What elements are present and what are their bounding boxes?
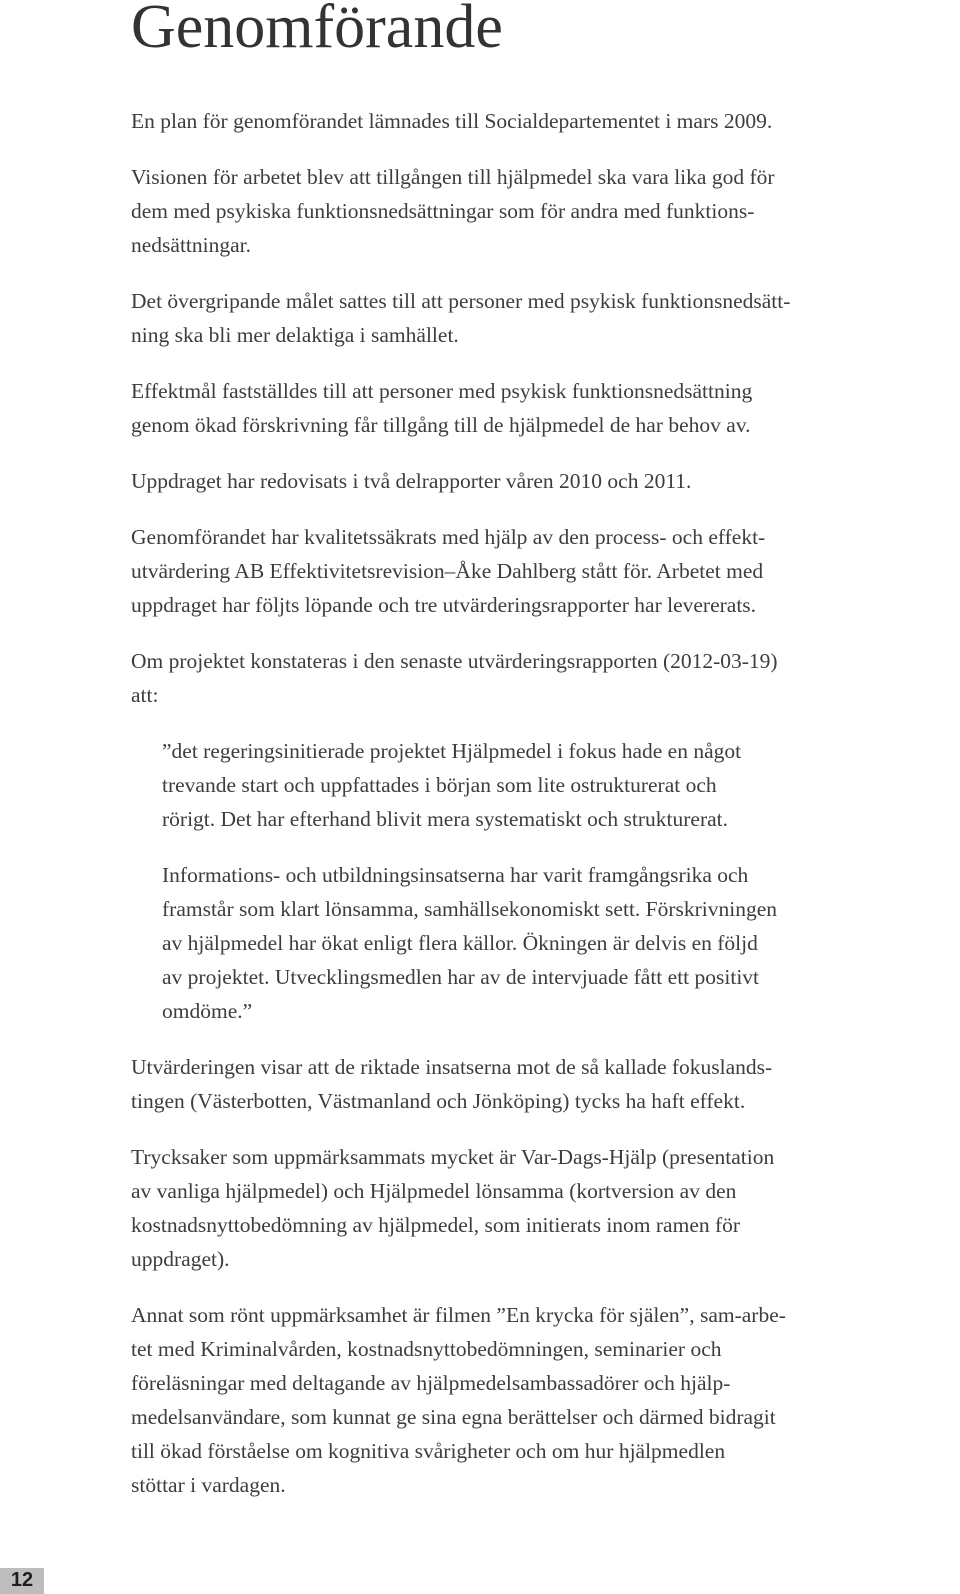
- text-line: föreläsningar med deltagande av hjälpmedelsambassadörer och hjälp-: [131, 1371, 731, 1395]
- text-line: att:: [131, 683, 159, 707]
- text-line: stöttar i vardagen.: [131, 1473, 286, 1497]
- text-line: Utvärderingen visar att de riktade insatserna mot de så kallade fokuslands-: [131, 1055, 773, 1079]
- paragraph: [131, 1140, 951, 1276]
- quote-paragraph: [162, 858, 951, 1028]
- text-line: till ökad förståelse om kognitiva svårigheter och om hur hjälpmedlen: [131, 1439, 726, 1463]
- text-line: Informations- och utbildningsinsatserna har varit framgångsrika och: [162, 863, 749, 887]
- paragraph: [131, 520, 951, 622]
- text-line: nedsättningar.: [131, 233, 252, 257]
- text-line: Det övergripande målet sattes till att personer med psykisk funktionsnedsätt-: [131, 289, 791, 313]
- text-line: av vanliga hjälpmedel) och Hjälpmedel lönsamma (kortversion av den: [131, 1179, 737, 1203]
- text-line: ”det regeringsinitierade projektet Hjälpmedel i fokus hade en något: [162, 739, 742, 763]
- evaluation-quote: [131, 734, 951, 1028]
- text-line: medelsanvändare, som kunnat ge sina egna berättelser och därmed bidragit: [131, 1405, 776, 1429]
- text-line: En plan för genomförandet lämnades till Socialdepartementet i mars 2009.: [131, 109, 773, 133]
- text-line: Effektmål fastställdes till att personer med psykisk funktionsnedsättning: [131, 379, 753, 403]
- paragraph: [131, 464, 951, 498]
- paragraph: [131, 1298, 951, 1502]
- quote-paragraph: [162, 734, 951, 836]
- text-line: Om projektet konstateras i den senaste utvärderingsrapporten (2012-03-19): [131, 649, 778, 673]
- text-line: av projektet. Utvecklingsmedlen har av de intervjuade fått ett positivt: [162, 965, 760, 989]
- paragraph: [131, 374, 951, 442]
- paragraph: [131, 160, 951, 262]
- text-line: Uppdraget har redovisats i två delrapporter våren 2010 och 2011.: [131, 469, 692, 493]
- text-line: uppdraget har följts löpande och tre utvärderingsrapporter har levererats.: [131, 593, 757, 617]
- text-line: Annat som rönt uppmärksamhet är filmen ”En krycka för själen”, sam-arbe-: [131, 1303, 786, 1327]
- text-line: ning ska bli mer delaktiga i samhället.: [131, 323, 459, 347]
- text-line: utvärdering AB Effektivitetsrevision–Åke Dahlberg stått för. Arbetet med: [131, 559, 764, 583]
- text-line: framstår som klart lönsamma, samhällsekonomiskt sett. Förskrivningen: [162, 897, 778, 921]
- paragraph: [131, 284, 951, 352]
- text-line: Trycksaker som uppmärksammats mycket är Var-Dags-Hjälp (presentation: [131, 1145, 775, 1169]
- text-line: tet med Kriminalvården, kostnadsnyttobedömningen, seminarier och: [131, 1337, 722, 1361]
- paragraph: [131, 644, 951, 712]
- text-line: dem med psykiska funktionsnedsättningar som för andra med funktions-: [131, 199, 755, 223]
- text-line: rörigt. Det har efterhand blivit mera systematiskt och strukturerat.: [162, 807, 728, 831]
- page-heading: Genomförande: [131, 0, 503, 61]
- text-line: genom ökad förskrivning får tillgång till de hjälpmedel de har behov av.: [131, 413, 751, 437]
- page-number-tab: [0, 1568, 44, 1594]
- text-line: uppdraget).: [131, 1247, 230, 1271]
- text-line: kostnadsnyttobedömning av hjälpmedel, som initierats inom ramen för: [131, 1213, 741, 1237]
- page-number: 12: [10, 1569, 34, 1591]
- text-line: Genomförandet har kvalitetssäkrats med hjälp av den process- och effekt-: [131, 525, 766, 549]
- text-line: Visionen för arbetet blev att tillgången till hjälpmedel ska vara lika god för: [131, 165, 775, 189]
- text-line: omdöme.”: [162, 999, 253, 1023]
- text-line: tingen (Västerbotten, Västmanland och Jönköping) tycks ha haft effekt.: [131, 1089, 746, 1113]
- paragraph: [131, 1050, 951, 1118]
- paragraph: [131, 104, 951, 138]
- body-text: [131, 104, 951, 1524]
- text-line: av hjälpmedel har ökat enligt flera källor. Ökningen är delvis en följd: [162, 931, 758, 955]
- text-line: trevande start och uppfattades i början som lite ostrukturerat och: [162, 773, 717, 797]
